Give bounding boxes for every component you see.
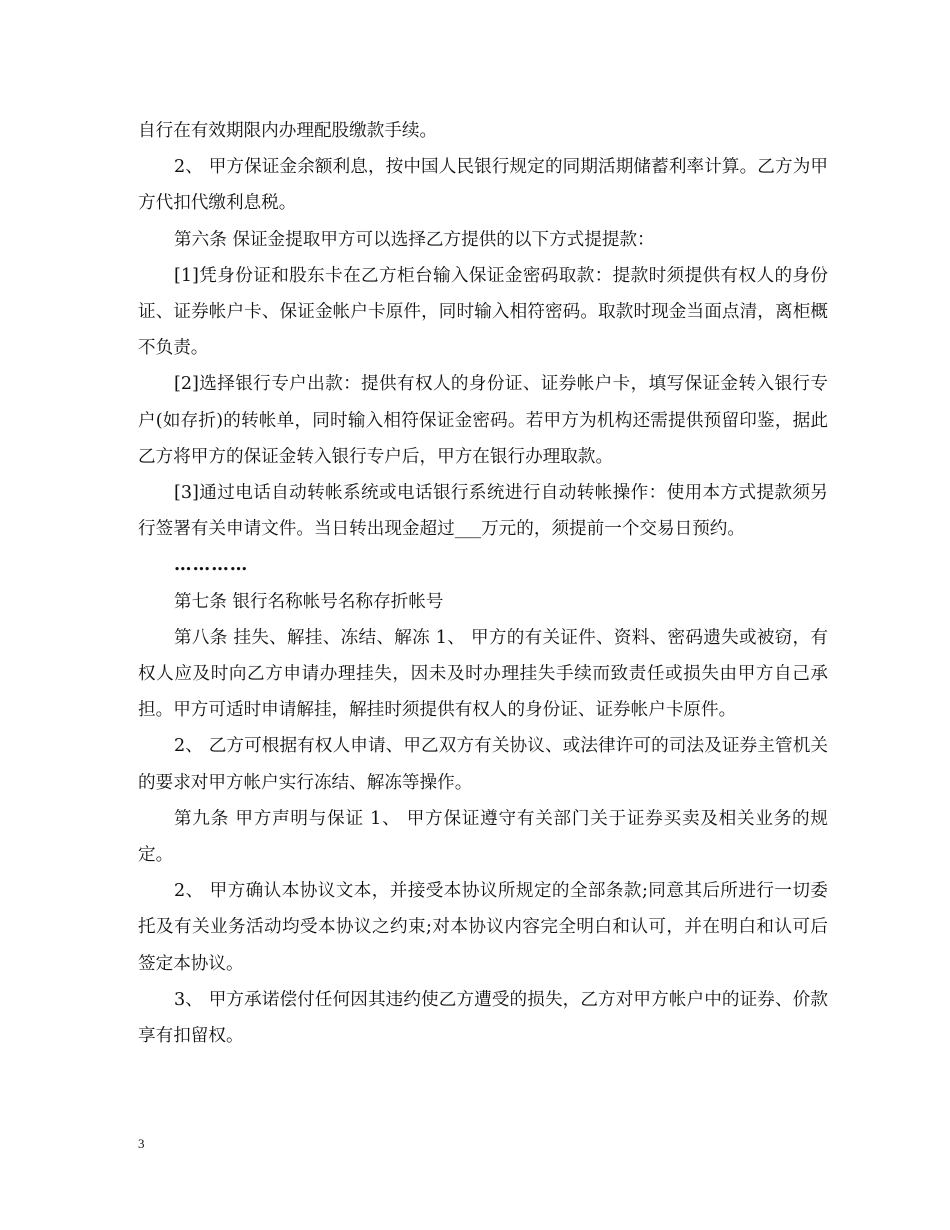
paragraph-4: [1]凭身份证和股东卡在乙方柜台输入保证金密码取款：提款时须提供有权人的身份证、证券帐户卡、保证金帐户卡原件，同时输入相符密码。取款时现金当面点清，离柜概不负责。 [138,265,828,359]
paragraph-10: 第九条 甲方声明与保证 1、 甲方保证遵守有关部门关于证券买卖及相关业务的规定。 [138,808,828,866]
document-body [138,113,828,1054]
paragraph-5: [2]选择银行专户出款：提供有权人的身份证、证券帐户卡，填写保证金转入银行专户(如存折)的转帐单，同时输入相符保证金密码。若甲方为机构还需提供预留印鉴，据此乙方将甲方的保证金转入银行专户后，甲方在银行办理取款。 [138,374,828,467]
paragraph-2: 2、 甲方保证金余额利息，按中国人民银行规定的同期活期储蓄利率计算。乙方为甲方代扣代缴利息税。 [138,157,828,214]
paragraph-11: 2、 甲方确认本协议文本，并接受本协议所规定的全部条款;同意其后所进行一切委托及有关业务活动均受本协议之约束;对本协议内容完全明白和认可，并在明白和认可后签定本协议。 [138,881,828,974]
paragraph-12: 3、 甲方承诺偿付任何因其违约使乙方遭受的损失，乙方对甲方帐户中的证券、价款享有扣留权。 [138,989,828,1047]
paragraph-6: [3]通过电话自动转帐系统或电话银行系统进行自动转帐操作：使用本方式提款须另行签署有关申请文件。当日转出现金超过___万元的，须提前一个交易日预约。 [138,483,828,540]
paragraph-3: 第六条 保证金提取甲方可以选择乙方提供的以下方式提提款： [174,229,655,250]
paragraph-1: 自行在有效期限内办理配股缴款手续。 [138,121,438,141]
ellipsis-separator: ………… [174,554,249,576]
paragraph-9: 2、 乙方可根据有权人申请、甲乙双方有关协议、或法律许可的司法及证券主管机关的要求对甲方帐户实行冻结、解冻等操作。 [138,736,828,793]
page-number: 3 [138,1136,145,1151]
paragraph-8: 第八条 挂失、解挂、冻结、解冻 1、 甲方的有关证件、资料、密码遗失或被窃，有权人应及时向乙方申请办理挂失，因未及时办理挂失手续而致责任或损失由甲方自己承担。甲方可适时申请解挂，解挂时须提供有权人的身份证、证券帐户卡原件。 [138,627,828,721]
paragraph-7: 第七条 银行名称帐号名称存折帐号 [174,591,444,612]
